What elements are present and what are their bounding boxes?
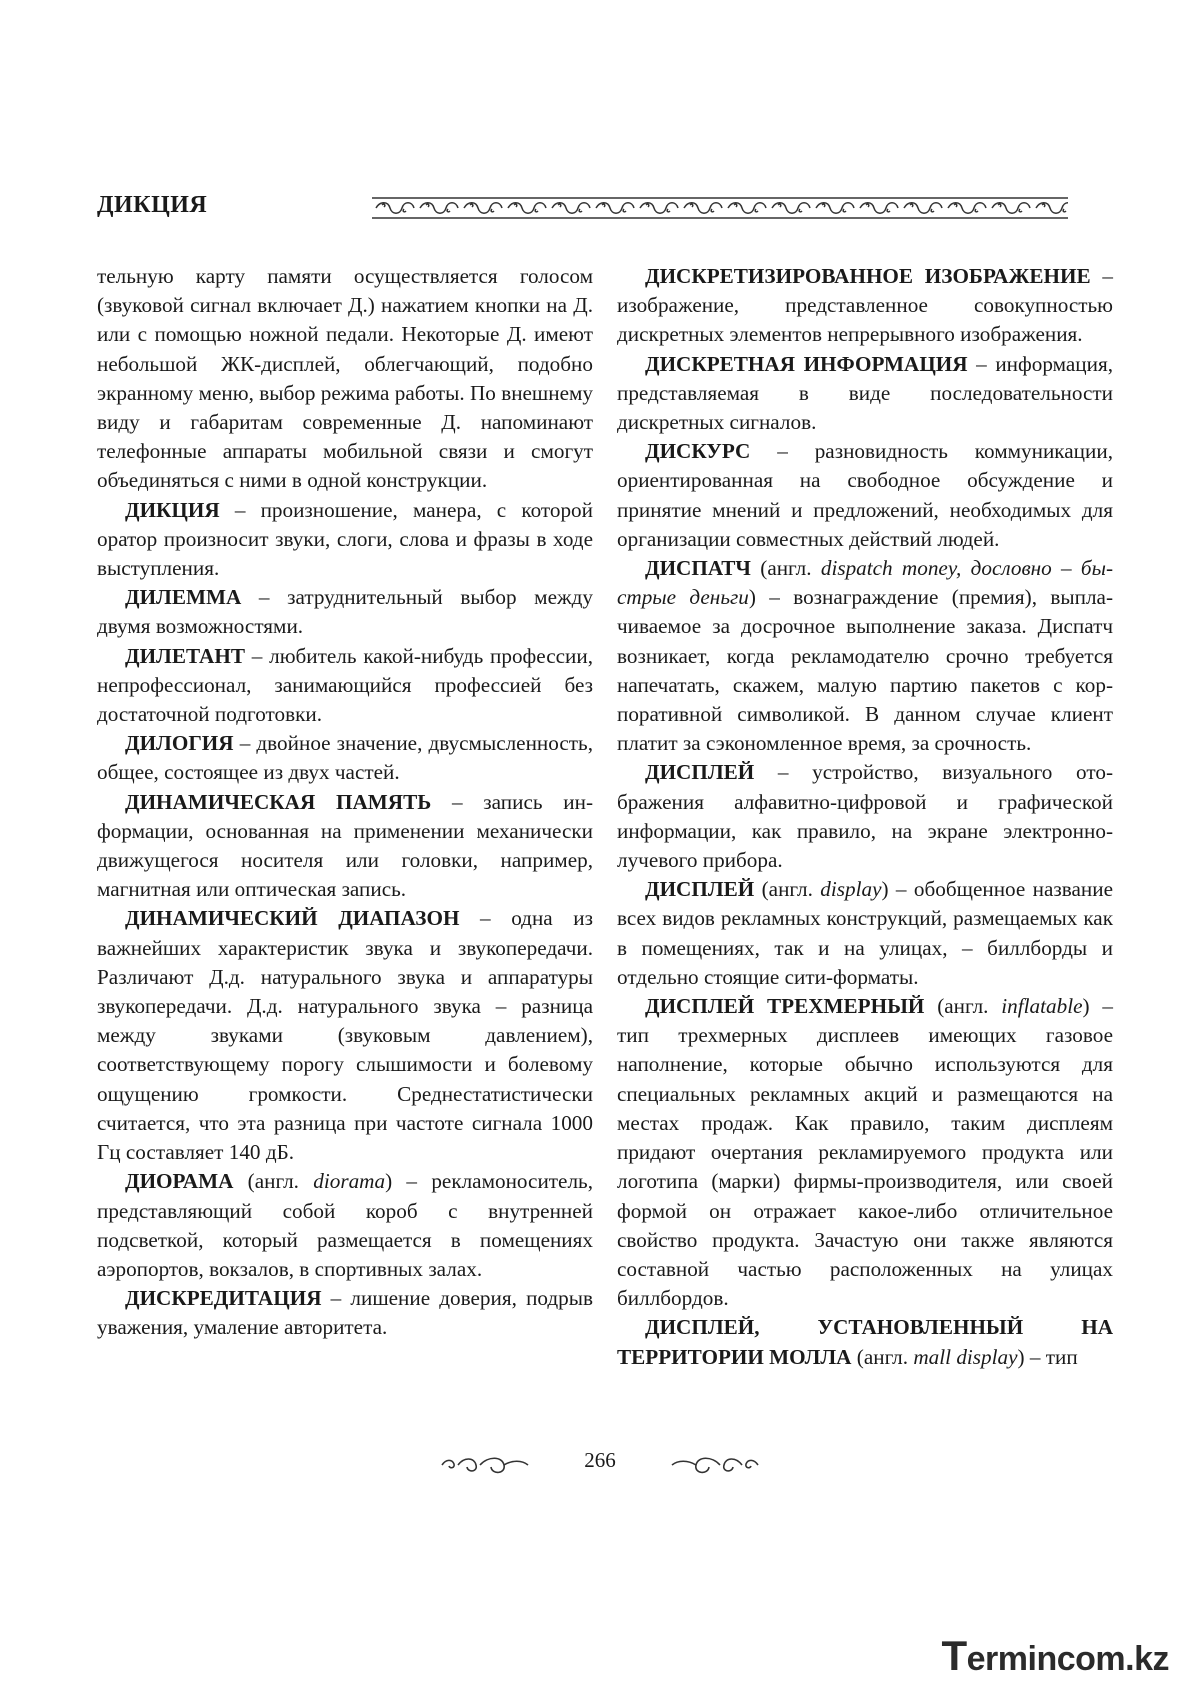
entry-definition: – изображение, представленное совокупностью дискретных элементов непрерывного изображения. [617,264,1113,347]
running-header: ДИКЦИЯ [97,192,208,218]
entry-term: ДИЛЕММА [125,585,242,610]
entry-term: ДИСКУРС [645,439,751,464]
page-number: 266 [584,1448,616,1472]
entry-definition: ) – тип [1017,1344,1078,1369]
dictionary-entry [617,758,1113,875]
dictionary-entry [617,992,1113,1313]
entry-lang-prefix: (англ. [750,556,821,581]
entry-term: ДИКЦИЯ [125,497,220,522]
entry-foreign-term: display [820,877,882,902]
page-footer [440,1448,760,1478]
entry-definition: – затруднительный выбор между двумя возможностями. [97,585,593,639]
entry-definition: – информация, представляемая в виде последовательности дискретных сигналов. [617,351,1113,435]
entry-foreign-term: diorama [313,1169,386,1194]
entry-foreign-term: dispatch money, дословно – быстрые деньги [617,556,1113,610]
dictionary-entry [617,437,1113,554]
entry-definition: тельную карту памяти осуществляется голосом (звуковой сигнал включает Д.) нажатием кнопки на Д. или с помощью ножной педали. Некоторые Д. имеют небольшой ЖК-дисплей, облегчающий, подобно экранному меню, выбор режима работы. По внешнему виду и габаритам современные Д. напоминают телефонные аппараты мобильной связи и смогут объединяться с ними в одной конструкции. [97,264,593,493]
entry-foreign-term: mall display [913,1344,1018,1369]
entry-definition: – устройство, визуального отображения алфавитно-цифровой и графической информации, как правило, на экране электроннолучевого прибора. [617,760,1113,873]
entry-definition: ) – тип трехмерных дисплеев имеющих газовое наполнение, которые обычно используются для специальных рекламных акций и размещаются на местах продаж. Как правило, таким дисплеям придают очертания рекламируемого продукта или логотипа (марки) фирмы-производителя, или своей формой он отражает какое-либо отличительное свойство продукта. Зачастую они также являются составной частью расположенных на улицах биллбордов. [617,994,1113,1311]
entry-definition: – лишение доверия, подрыв уважения, умаление авторитета. [97,1286,593,1340]
entry-term: ДИСПЛЕЙ, УСТАНОВЛЕННЫЙ НА ТЕРРИТОРИИ МОЛЛА [617,1315,1113,1369]
dictionary-entry [97,583,593,641]
entry-definition: – запись информации, основанная на применении механически движущегося носителя или головки, например, магнитная или оптическая запись. [97,789,593,902]
entry-term: ДИНАМИЧЕСКАЯ ПАМЯТЬ [125,789,432,814]
entry-term: ДИСКРЕДИТАЦИЯ [125,1286,322,1311]
dictionary-entry [97,262,593,496]
dictionary-entry [617,350,1113,438]
dictionary-entry [617,262,1113,350]
entry-definition: ) – вознаграждение (премия), выплачиваемое за досрочное выполнение заказа. Диспатч возникает, когда рекламодателю срочно требуется напечатать, скажем, малую партию пакетов с корпоративной символикой. В данном случае клиент платит за сэкономленное время, за срочность. [617,585,1113,756]
header-ornament-band [372,196,1068,220]
dictionary-entry [617,554,1113,758]
dictionary-entry [97,788,593,905]
entry-definition: – двойное значение, двусмысленность, общее, состоящее из двух частей. [97,731,593,785]
dictionary-entry [97,642,593,730]
entry-term: ДИСПЛЕЙ [645,877,755,902]
footer-ornament-right [670,1454,760,1476]
dictionary-entry [97,1167,593,1284]
entry-definition: ) – обобщенное название всех видов рекламных конструкций, размещаемых как в помещениях, так и на улицах, – биллборды и отдельно стоящие сити-форматы. [617,877,1113,989]
entry-lang-prefix: (англ. [754,877,821,902]
dictionary-entry [617,1313,1113,1371]
dictionary-entry [97,904,593,1167]
entry-foreign-term: inflatable [1001,994,1083,1019]
dictionary-entry [97,729,593,787]
entry-term: ДИСКРЕТИЗИРОВАННОЕ ИЗОБРАЖЕНИЕ [645,264,1091,288]
entry-definition: – произношение, манера, с которой оратор произносит звуки, слоги, слова и фразы в ходе выступления. [97,497,593,581]
entry-term: ДИЛОГИЯ [125,731,234,756]
entry-lang-prefix: (англ. [233,1169,314,1194]
entry-term: ДИНАМИЧЕСКИЙ ДИАПАЗОН [125,906,460,931]
dictionary-entry [97,496,593,584]
entry-definition: – одна из важнейших характеристик звука и звукопередачи. Различают Д.д. натурального звука и аппаратуры звукопередачи. Д.д. натурального звука – разница между звуками (звуковым давлением), соответствующему порогу слышимости и болевому ощущению громкости. Среднестатистически считается, что эта разница при частоте сигнала 1000 Гц составляет 140 дБ. [97,906,593,1165]
entry-definition: – любитель какой-нибудь профессии, непрофессионал, занимающийся профессией без достаточной подготовки. [97,643,593,727]
entry-term: ДИОРАМА [125,1169,234,1194]
entry-lang-prefix: (англ. [851,1344,914,1369]
entry-term: ДИСПЛЕЙ [645,760,755,785]
entry-term: ДИСПЛЕЙ ТРЕХМЕРНЫЙ [645,994,925,1019]
entry-lang-prefix: (англ. [924,994,1002,1019]
watermark-logo: Termincom.kz [941,1632,1169,1679]
left-column [97,262,593,1343]
dictionary-entry [97,1284,593,1342]
entry-term: ДИСКРЕТНАЯ ИНФОРМАЦИЯ [645,351,968,376]
dictionary-entry [617,875,1113,992]
entry-term: ДИЛЕТАНТ [125,643,245,668]
right-column [617,262,1113,1372]
entry-definition: – разновидность коммуникации, ориентированная на свободное обсуждение и принятие мнений и предложений, необходимых для организации совместных действий людей. [617,439,1113,551]
entry-term: ДИСПАТЧ [645,556,751,581]
entry-definition: ) – рекламоноситель, представляющий собой короб с внутренней подсветкой, который размещается в помещениях аэропортов, вокзалов, в спортивных залах. [97,1169,593,1281]
